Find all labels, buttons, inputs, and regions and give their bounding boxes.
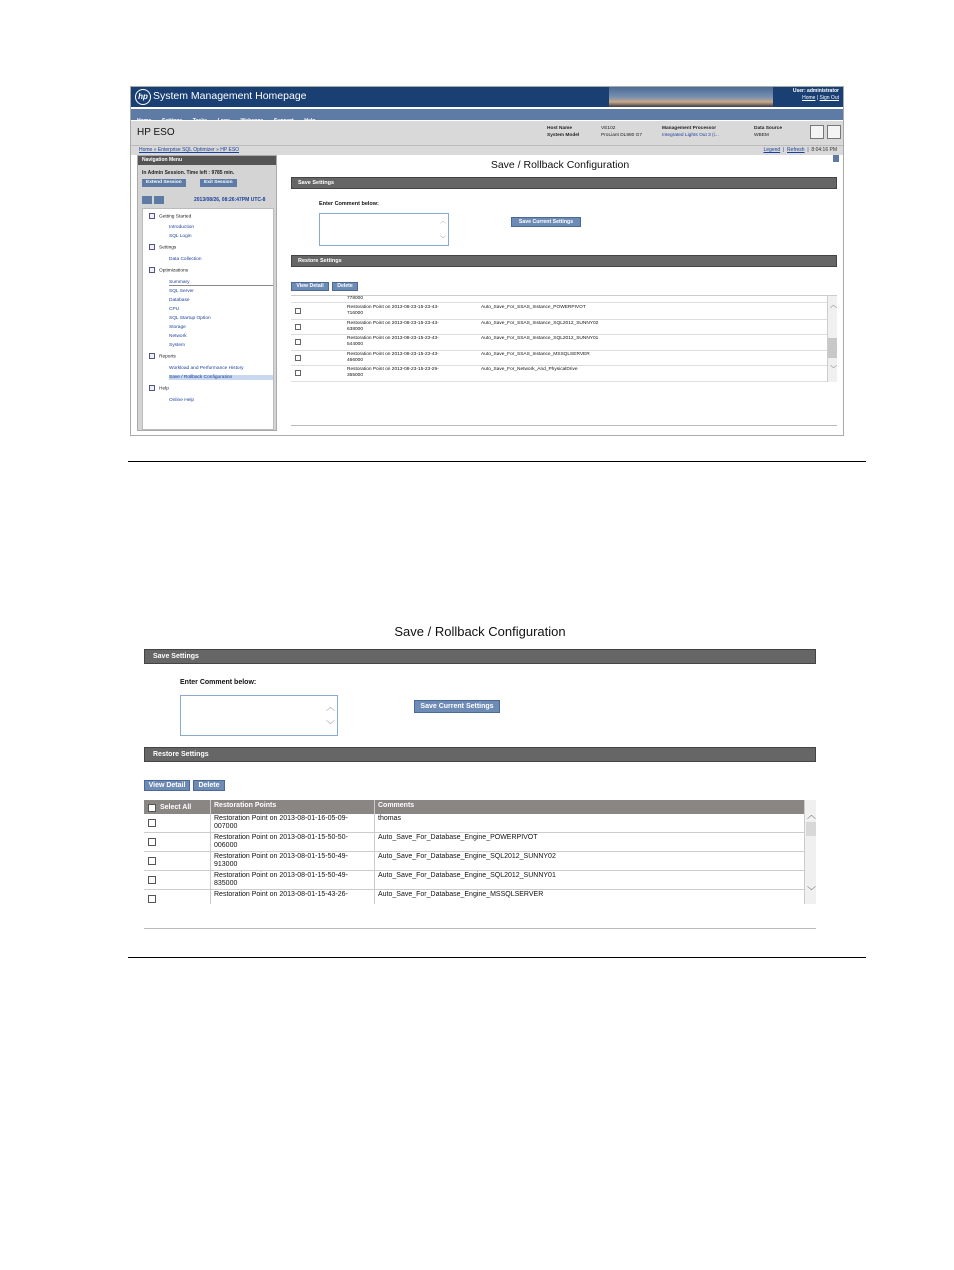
comment-textarea[interactable] — [319, 213, 449, 246]
row-comment: Auto_Save_For_Database_Engine_SQL2012_SUNNY02 — [378, 853, 556, 860]
scroll-up-icon[interactable]: ︿ — [807, 810, 817, 820]
row-comment: Auto_Save_For_Network_And_PhysicalDrive — [481, 367, 578, 372]
tree-optimizations[interactable]: Optimizations — [149, 267, 188, 273]
nav-introduction[interactable]: Introduction — [169, 225, 195, 230]
row-checkbox[interactable] — [295, 324, 301, 330]
restore-table-body — [144, 814, 804, 904]
tree-reports[interactable]: Reports — [149, 353, 176, 359]
nav-header: Navigation Menu — [138, 156, 276, 165]
title-bar — [131, 87, 843, 107]
grid-view-icon[interactable] — [827, 125, 841, 139]
table-row[interactable] — [144, 833, 804, 852]
restoration-point: Restoration Point on 2013-08-01-16-05-09- 007000 — [214, 815, 348, 830]
data-source-key: Data Source — [754, 126, 782, 131]
restore-table — [291, 295, 837, 381]
restoration-point: Restoration Point on 2013-08-23-15-23-43- 716000 — [347, 305, 439, 316]
row-comment: Auto_Save_For_SSAS_Instance_SQL2012_SUNNY02 — [481, 320, 599, 326]
save-settings-header: Save Settings — [291, 177, 837, 189]
row-comment: Auto_Save_For_SSAS_Instance_SQL2012_SUNNY01 — [481, 336, 599, 341]
delete-button[interactable]: Delete — [332, 282, 358, 291]
nav-network[interactable]: Network — [169, 334, 187, 339]
table-header — [144, 800, 804, 814]
help-icon[interactable] — [833, 155, 839, 162]
nav-system[interactable]: System — [169, 343, 185, 348]
extend-session-button[interactable]: Extend Session — [142, 179, 186, 187]
scroll-thumb[interactable] — [828, 338, 837, 358]
home-link[interactable]: Home — [802, 95, 816, 101]
content-divider — [144, 928, 816, 929]
row-checkbox[interactable] — [148, 838, 156, 846]
nav-online-help[interactable]: Online Help — [169, 398, 195, 403]
list-view-icon[interactable] — [810, 125, 824, 139]
row-comment: Auto_Save_For_Database_Engine_POWERPIVOT — [378, 834, 538, 841]
comment-label: Enter Comment below: — [319, 201, 379, 207]
save-current-settings-button[interactable]: Save Current Settings — [414, 700, 500, 713]
scroll-up-icon[interactable]: ︿ — [439, 219, 446, 225]
expand-all-icon[interactable] — [142, 196, 152, 204]
system-model-key: System Model — [547, 133, 580, 138]
row-checkbox[interactable] — [148, 876, 156, 884]
collapse-all-icon[interactable] — [154, 196, 164, 204]
table-row[interactable] — [144, 871, 804, 890]
col-restoration-points[interactable]: Restoration Points — [214, 802, 277, 809]
main-menu — [131, 109, 843, 120]
tree-getting-started[interactable]: Getting Started — [149, 213, 191, 219]
partial-point-value: 778000 — [347, 296, 364, 301]
restoration-point: Restoration Point on 2013-08-01-15-50-49- 835000 — [214, 872, 348, 887]
scroll-up-icon[interactable]: ︿ — [830, 302, 837, 309]
comment-textarea[interactable] — [180, 695, 338, 736]
table-row[interactable] — [291, 320, 827, 336]
content-divider — [291, 425, 837, 426]
delete-button[interactable]: Delete — [193, 780, 225, 791]
table-row[interactable] — [144, 814, 804, 833]
mgmt-processor-key: Management Processor — [662, 126, 717, 131]
nav-workload-history[interactable]: Workload and Performance History — [169, 366, 244, 371]
row-checkbox[interactable] — [295, 308, 301, 314]
host-info-bar — [131, 121, 843, 145]
user-label: User: administrator — [792, 88, 839, 94]
host-title: HP ESO — [137, 127, 175, 138]
scroll-down-icon[interactable]: ﹀ — [830, 366, 837, 373]
table-row[interactable] — [291, 335, 827, 351]
row-checkbox[interactable] — [295, 370, 301, 376]
exit-session-button[interactable]: Exit Session — [200, 179, 237, 187]
restoration-point: Restoration Point on 2013-08-01-15-43-26- — [214, 891, 348, 898]
header-actions: Legend | Refresh | 8:04:16 PM — [763, 147, 837, 153]
collapse-icon[interactable] — [149, 385, 155, 391]
clock-time: 8:04:16 PM — [811, 147, 837, 153]
page-title: Save / Rollback Configuration — [394, 624, 566, 639]
signout-link[interactable]: Sign Out — [819, 95, 839, 101]
user-box: User: administrator Home | Sign Out — [779, 88, 843, 106]
collapse-icon[interactable] — [149, 353, 155, 359]
table-row[interactable] — [144, 852, 804, 871]
table-row[interactable] — [291, 351, 827, 367]
data-source-value: WBEM — [754, 133, 769, 138]
comment-label: Enter Comment below: — [180, 679, 257, 686]
restoration-point: Restoration Point on 2013-08-23-15-23-43- 638000 — [347, 320, 439, 332]
col-comments[interactable]: Comments — [378, 802, 415, 809]
row-comment: Auto_Save_For_SSAS_Instance_POWERPIVOT — [481, 305, 586, 310]
host-name-value: VE102 — [601, 126, 616, 131]
tree-help[interactable]: Help — [149, 385, 169, 391]
row-checkbox[interactable] — [148, 895, 156, 903]
section-divider — [128, 957, 866, 958]
table-scrollbar[interactable] — [827, 296, 837, 382]
session-timestamp: 2013/08/26, 08:26:47PM UTC-8 — [194, 197, 266, 203]
nav-storage[interactable]: Storage — [169, 325, 186, 330]
row-checkbox[interactable] — [148, 819, 156, 827]
restoration-point: Restoration Point on 2013-08-23-15-23-43- 466000 — [347, 351, 439, 363]
navigation-panel — [137, 155, 277, 431]
restore-settings-header: Restore Settings — [144, 747, 816, 762]
collapse-icon[interactable] — [149, 267, 155, 273]
row-comment: Auto_Save_For_SSAS_Instance_MSSQLSERVER — [481, 351, 590, 357]
nav-sql-startup-option[interactable]: SQL Startup Option — [169, 316, 211, 321]
scroll-down-icon[interactable]: ﹀ — [807, 886, 817, 896]
smh-window — [130, 86, 844, 436]
breadcrumb[interactable]: Home » Enterprise SQL Optimizer » HP ESO — [139, 147, 240, 153]
nav-save-rollback[interactable]: Save / Rollback Configuration — [169, 375, 273, 380]
save-current-settings-button[interactable]: Save Current Settings — [511, 217, 581, 227]
view-detail-button[interactable]: View Detail — [291, 282, 329, 291]
row-checkbox[interactable] — [148, 857, 156, 865]
mgmt-processor-link[interactable]: Integrated Lights Out 3 (i... — [662, 133, 719, 138]
row-comment: thomas — [378, 815, 401, 822]
table-row[interactable] — [291, 366, 827, 382]
nav-tree — [142, 208, 274, 430]
section-divider — [128, 461, 866, 462]
collapse-icon[interactable] — [149, 244, 155, 250]
nav-data-collection[interactable]: Data Collection — [169, 257, 202, 262]
row-checkbox[interactable] — [295, 355, 301, 361]
refresh-link[interactable]: Refresh — [787, 147, 805, 153]
nav-summary[interactable]: Summary — [169, 280, 273, 286]
restoration-point: Restoration Point on 2013-08-01-15-50-50- 006000 — [214, 834, 348, 849]
hp-logo-icon: hp — [135, 89, 151, 105]
system-model-value: ProLiant DL980 G7 — [601, 133, 643, 138]
nav-cpu[interactable]: CPU — [169, 307, 180, 312]
header-photo — [609, 87, 773, 107]
restore-settings-header: Restore Settings — [291, 255, 837, 267]
restoration-point: Restoration Point on 2013-08-23-15-23-29- 355000 — [347, 367, 439, 378]
nav-database[interactable]: Database — [169, 298, 190, 303]
scroll-up-icon[interactable]: ︿ — [325, 702, 335, 712]
tree-settings[interactable]: Settings — [149, 244, 176, 250]
restoration-point: Restoration Point on 2013-08-23-15-23-43- 544000 — [347, 336, 439, 347]
nav-sql-login[interactable]: SQL Login — [169, 234, 192, 239]
table-row — [291, 296, 827, 303]
table-scrollbar[interactable] — [804, 800, 816, 904]
select-all-label: Select All — [160, 804, 192, 811]
row-comment: Auto_Save_For_Database_Engine_MSSQLSERVER — [378, 891, 544, 898]
table-row[interactable] — [144, 890, 804, 904]
legend-link[interactable]: Legend — [763, 147, 781, 153]
save-rollback-zoom — [144, 622, 816, 932]
row-comment: Auto_Save_For_Database_Engine_SQL2012_SUNNY01 — [378, 872, 556, 879]
session-status: In Admin Session. Time left : 9785 min. — [142, 170, 235, 176]
view-detail-button[interactable]: View Detail — [144, 780, 190, 791]
table-row[interactable] — [291, 304, 827, 320]
save-settings-header: Save Settings — [144, 649, 816, 664]
scroll-thumb[interactable] — [806, 822, 816, 836]
app-title: System Management Homepage — [153, 90, 307, 102]
collapse-icon[interactable] — [149, 213, 155, 219]
content-pane — [277, 155, 843, 435]
page-title: Save / Rollback Configuration — [490, 159, 630, 171]
scroll-down-icon[interactable]: ﹀ — [439, 237, 446, 243]
restoration-point: Restoration Point on 2013-08-01-15-50-49- 913000 — [214, 853, 348, 868]
nav-sql-server[interactable]: SQL Server — [169, 289, 194, 294]
breadcrumb-bar — [131, 145, 843, 155]
select-all-checkbox[interactable] — [148, 804, 156, 812]
host-name-key: Host Name — [547, 126, 573, 131]
row-checkbox[interactable] — [295, 339, 301, 345]
scroll-down-icon[interactable]: ﹀ — [325, 720, 335, 730]
